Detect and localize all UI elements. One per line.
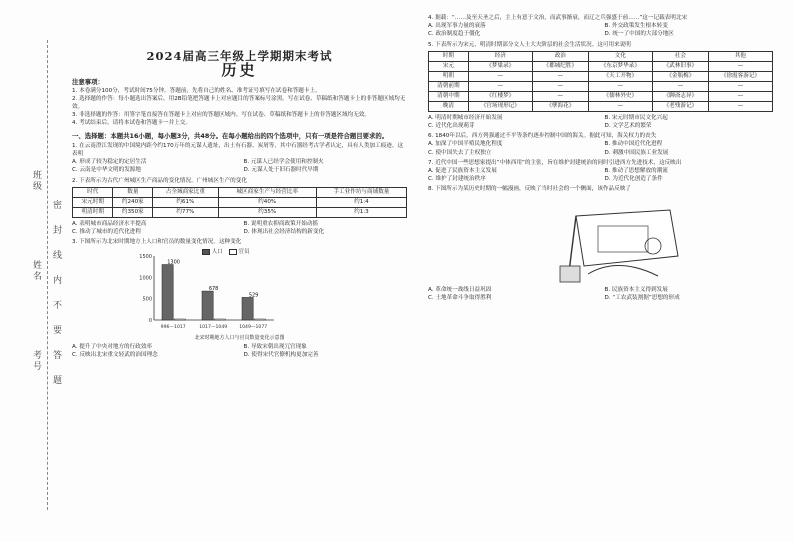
table-cell: 晚清	[429, 101, 469, 111]
binding-strip	[28, 20, 68, 520]
question-4	[428, 14, 773, 39]
option-c: C. 使中国失去了主权独立	[428, 149, 492, 156]
question-stem: 8. 下图所示为某历史时期的一幅漫画，反映了当时社会的一个侧面，该作品反映了	[428, 186, 631, 193]
cut-line	[47, 40, 48, 510]
option-a: A. 表明城市商品经济水平提高	[72, 220, 147, 227]
option-b: B. 元谋人已经学会使用和控制火	[243, 159, 324, 166]
table-row	[73, 197, 407, 207]
question-1	[72, 142, 407, 175]
table-cell: 《都城纪胜》	[532, 61, 588, 71]
option-c: C. 土地革命斗争取得胜利	[428, 294, 492, 301]
cartoon-image	[558, 196, 688, 284]
table-header: 文化	[588, 51, 652, 61]
binding-char: 题	[51, 375, 61, 386]
question-stem: 1. 在云南澄江发现的中国境内距今约170万年的元谋人遗址，出土有石器、炭屑等，其中石器经考古学者认定，具有人类加工痕迹。这表明	[72, 142, 404, 158]
question-2	[72, 177, 407, 237]
bar-population	[162, 265, 173, 320]
table-cell: 约350家	[113, 207, 153, 217]
table-cell: —	[708, 81, 772, 91]
binding-label-class: 班级	[31, 170, 41, 192]
table-row	[73, 207, 407, 217]
question-5	[428, 41, 773, 131]
table-cell: 约35%	[218, 207, 316, 217]
table-cell: 《梦粱录》	[468, 61, 532, 71]
option-b: B. 宋元时期市民文化兴起	[604, 114, 668, 121]
option-c: C. 反映出北宋重文轻武的治国理念	[72, 351, 158, 358]
cartoon-crowd	[588, 265, 658, 276]
option-b: B. 外交政策发生根本转变	[604, 23, 668, 30]
bar-data-label: 529	[248, 292, 259, 299]
table-cell: 清朝中期	[429, 91, 469, 101]
bar-data-label: 1300	[167, 259, 180, 266]
option-d: D. 统一了中国的大部分地区	[604, 31, 674, 38]
exam-subject: 历史	[221, 61, 258, 80]
table-cell: 《儒林外史》	[588, 91, 652, 101]
option-a: A. 出现军事力量的衰落	[428, 23, 486, 30]
cartoon-banner	[576, 210, 678, 266]
table-cell: —	[708, 61, 772, 71]
table-cell: 《金瓶梅》	[652, 71, 708, 81]
chart-caption: 北宋时期地方人口与官员数量变化示意图	[194, 335, 285, 342]
question-stem: 5. 下表所示为宋元、明清时期部分文人士大夫阶层的社会生活状况。这可用来说明	[428, 41, 631, 48]
note-item: 3. 非选择题的作答：用签字笔直接答在答题卡上对应的答题区域内。写在试卷、草稿纸和答题卡上的非答题区域均无效。	[72, 112, 370, 119]
table-header: 数量	[113, 187, 153, 197]
option-b: B. 导致宋朝出现冗官现象	[243, 343, 307, 350]
option-d: D. 元谋人处于旧石器时代早期	[243, 167, 319, 174]
x-tick-label: 1017—1049	[199, 325, 228, 331]
table-cell: —	[532, 91, 588, 101]
table-cell: 《红楼梦》	[468, 91, 532, 101]
y-tick-label: 1500	[139, 254, 152, 261]
bar-data-label: 678	[208, 286, 219, 293]
note-item: 4. 考试结束后，请将本试卷和答题卡一并上交。	[72, 120, 191, 127]
table-cell: 清朝前期	[429, 81, 469, 91]
option-a: A. 提升了中央对地方的行政效率	[72, 343, 153, 350]
table-cell: 约61%	[153, 197, 218, 207]
table-cell: —	[468, 71, 532, 81]
option-a: A. 形成了较为稳定的定居生活	[72, 159, 147, 166]
question-6	[428, 132, 773, 157]
bar-officials	[214, 319, 225, 320]
table-header: 社会	[652, 51, 708, 61]
binding-char: 不	[51, 300, 61, 311]
option-a: A. 革命统一战线日益巩固	[428, 286, 492, 293]
binding-char: 答	[51, 350, 61, 361]
table-cell: —	[532, 71, 588, 81]
table-cell: —	[708, 101, 772, 111]
table-cell: 约40%	[218, 197, 316, 207]
binding-char: 密	[51, 200, 61, 211]
q5-table	[428, 51, 773, 112]
binding-char: 要	[51, 325, 61, 336]
binding-label-id: 考号	[31, 350, 41, 372]
option-b: B. 民族资本主义得到发展	[604, 286, 668, 293]
binding-label-name: 姓名	[31, 260, 41, 282]
cartoon-svg	[558, 196, 688, 284]
table-cell: 《孽海花》	[532, 101, 588, 111]
table-header: 占全城商家比重	[153, 187, 218, 197]
table-row	[429, 81, 773, 91]
q2-table	[72, 187, 407, 218]
bar-population	[202, 292, 213, 321]
note-item: 1. 本卷满分100分，考试时间75分钟。答题前，先将自己的姓名、准考证号填写在试卷和答题卡上。	[72, 87, 321, 94]
note-item: 2. 选择题的作答：每小题选出答案后，用2B铅笔把答题卡上对应题目的答案标号涂黑。写在试卷、草稿纸和答题卡上的非答题区域均无效。	[72, 95, 406, 111]
question-8	[428, 185, 773, 302]
option-c: C. 云南是中华文明的发源地	[72, 167, 141, 174]
table-cell: —	[532, 81, 588, 91]
table-header: 经济	[468, 51, 532, 61]
table-cell: 约1:3	[316, 207, 406, 217]
left-column	[72, 12, 407, 359]
table-row	[429, 71, 773, 81]
table-header: 其他	[708, 51, 772, 61]
option-d: D. 使得宋代官僚机构更加完善	[243, 351, 319, 358]
table-header: 手工业作坊与商铺数量	[316, 187, 406, 197]
table-cell: 《老残游记》	[652, 101, 708, 111]
question-stem: 7. 近代中国一些思想家提出“中体西用”的主张，旨在维护封建统治的同时引进西方先进技术，这反映出	[428, 159, 682, 166]
table-header: 时期	[429, 51, 469, 61]
table-header: 政治	[532, 51, 588, 61]
bar-population	[242, 298, 253, 321]
table-cell: 《聊斋志异》	[652, 91, 708, 101]
x-tick-label: 1049—1077	[239, 325, 268, 331]
table-cell: —	[588, 81, 652, 91]
table-cell: 《武林旧事》	[652, 61, 708, 71]
table-cell: 《徐霞客游记》	[708, 71, 772, 81]
binding-char: 封	[51, 225, 61, 236]
option-d: D. 为近代化创造了条件	[604, 176, 663, 183]
bar-officials	[174, 319, 185, 320]
table-cell: 宋元	[429, 61, 469, 71]
option-c: C. 推动了城市的近代化进程	[72, 229, 141, 236]
bar-chart-svg	[132, 248, 282, 332]
question-7	[428, 159, 773, 184]
table-cell: 宋元时期	[73, 197, 113, 207]
option-d: D. 体现出社会经济结构的新变化	[243, 229, 325, 236]
legend-label: 人口	[211, 249, 223, 256]
question-3	[72, 238, 407, 359]
legend-label: 官员	[238, 249, 250, 256]
option-a: A. 明清时期城市经济开始发展	[428, 114, 503, 121]
question-stem: 3. 下图所示为北宋时期地方上人口和官员的数量变化情况。这种变化	[72, 239, 242, 246]
notes-heading: 注意事项：	[72, 78, 104, 87]
table-cell: 明朝	[429, 71, 469, 81]
section-heading: 一、选择题：本题共16小题，每小题3分，共48分。在每小题给出的四个选项中，只有一项是符合题目要求的。	[72, 131, 389, 140]
bar-officials	[254, 319, 265, 320]
table-header: 城区商家生产与经营比率	[218, 187, 316, 197]
table-row	[429, 91, 773, 101]
option-c: C. 政治制度趋于僵化	[428, 31, 481, 38]
table-cell: 约1:4	[316, 197, 406, 207]
question-stem: 6. 1840年以后，西方列强通过不平等条约逐步控制中国的海关。据此可知，海关权力的丧失	[428, 133, 657, 140]
y-tick-label: 500	[142, 297, 152, 304]
table-row	[429, 61, 773, 71]
option-a: A. 加深了中国半殖民地化程度	[428, 141, 503, 148]
option-b: B. 说明重农抑商政策开始动摇	[243, 220, 319, 227]
table-row	[429, 101, 773, 111]
table-header: 时代	[73, 187, 113, 197]
option-d: D. “工农武装割据”思想的形成	[604, 294, 680, 301]
option-d: D. 刺激中国民族工业发展	[604, 149, 669, 156]
table-cell: 约77%	[153, 207, 218, 217]
table-cell: 明清时期	[73, 207, 113, 217]
binding-char: 线	[51, 250, 61, 261]
exam-title: 2024届高三年级上学期期末考试	[146, 49, 333, 63]
table-cell: —	[468, 81, 532, 91]
q3-chart	[132, 248, 282, 332]
y-tick-label: 1000	[139, 275, 152, 282]
right-column	[428, 12, 773, 302]
table-cell: 约240家	[113, 197, 153, 207]
table-cell: —	[588, 101, 652, 111]
question-stem: 2. 下表所示为古代广州城区生产商品的变化情况。广州城区生产的变化	[72, 177, 247, 184]
table-cell: 《官场现形记》	[468, 101, 532, 111]
option-c: C. 近代化出现萌芽	[428, 123, 475, 130]
y-tick-label: 0	[148, 318, 152, 325]
binding-char: 内	[51, 275, 61, 286]
x-tick-label: 996—1017	[160, 325, 186, 331]
option-c: C. 维护了封建统治秩序	[428, 176, 486, 183]
table-cell: 《天工开物》	[588, 71, 652, 81]
option-b: B. 推动了思想解放的潮流	[604, 168, 668, 175]
option-b: B. 推动中国近代化进程	[604, 141, 663, 148]
table-cell: —	[708, 91, 772, 101]
option-a: A. 促进了民族资本主义发展	[428, 168, 497, 175]
cartoon-sign	[560, 266, 580, 282]
question-stem: 4. 据载：“……及至天圣之后，主上有意于文治，而武事渐衰，而辽之兵强盛于前……”这一记载表明北宋	[428, 15, 688, 21]
table-cell: —	[652, 81, 708, 91]
option-d: D. 文学艺术的繁荣	[604, 123, 652, 130]
table-cell: 《东京梦华录》	[588, 61, 652, 71]
